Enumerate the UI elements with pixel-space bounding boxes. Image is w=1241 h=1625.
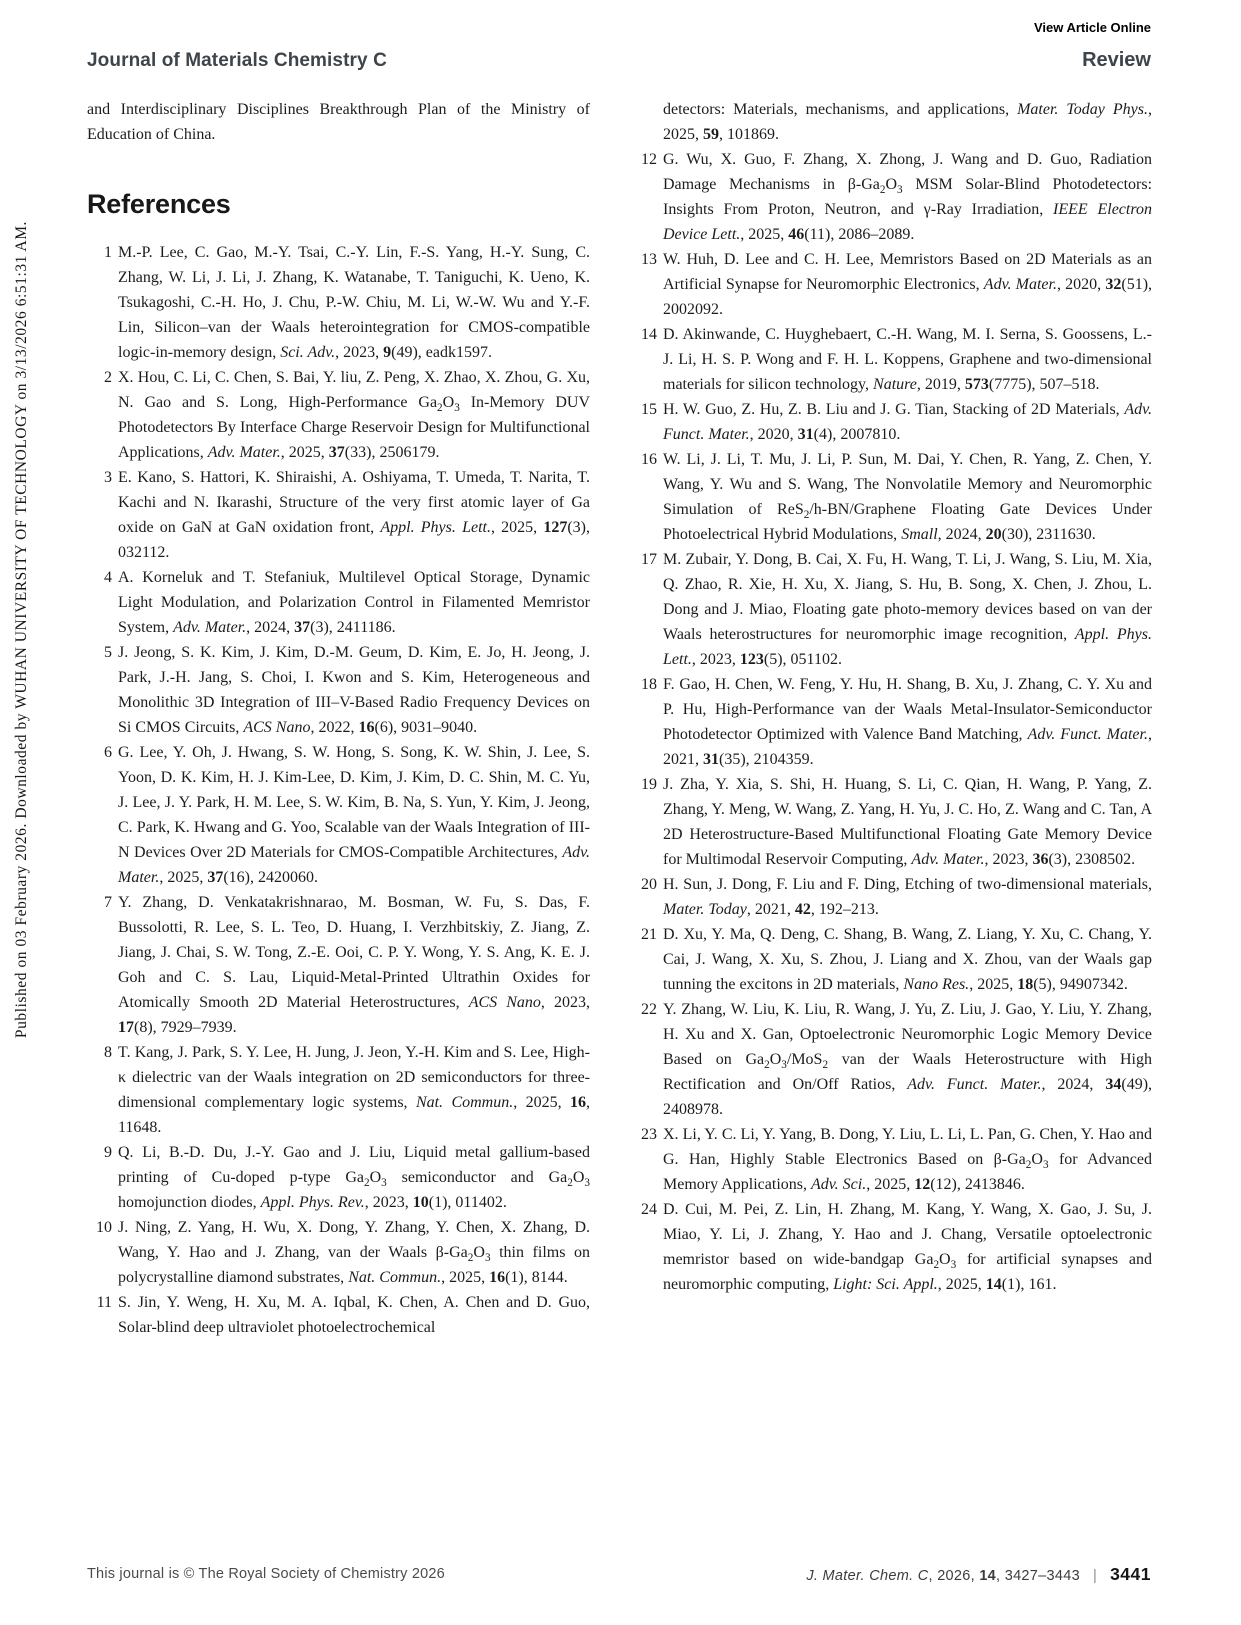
reference-item <box>632 247 1152 322</box>
copyright-notice: This journal is © The Royal Society of Chemistry 2026 <box>87 1566 445 1582</box>
reference-number: 18 <box>641 676 657 693</box>
reference-number: 1 <box>104 244 112 261</box>
reference-number: 12 <box>641 151 657 168</box>
reference-number: 16 <box>641 451 657 468</box>
reference-number: 22 <box>641 1001 657 1018</box>
sidebar-provenance <box>6 180 38 1080</box>
reference-text: T. Kang, J. Park, S. Y. Lee, H. Jung, J. Jeon, Y.-H. Kim and S. Lee, High-κ dielectric van der Waals integration on 2D semiconductors for three-dimensional complementary logic systems, Nat. Commun., 2025, 16, 11648. <box>118 1044 591 1136</box>
reference-number: 3 <box>104 469 112 486</box>
reference-item <box>632 547 1152 672</box>
reference-item <box>87 890 590 1040</box>
footer-separator: | <box>1092 1568 1098 1584</box>
reference-text: J. Zha, Y. Xia, S. Shi, H. Huang, S. Li, C. Qian, H. Wang, P. Yang, Z. Zhang, Y. Meng, W. Wang, Z. Yang, H. Yu, J. C. Ho, Z. Wang and C. Tan, A 2D Heterostructure-Based Multifunctional Floating Gate Memory Device for Multimodal Reservoir Computing, Adv. Mater., 2023, 36(3), 2308502. <box>663 776 1152 868</box>
references-column-left <box>87 240 590 1340</box>
reference-item <box>87 240 590 365</box>
reference-text: J. Ning, Z. Yang, H. Wu, X. Dong, Y. Zhang, Y. Chen, X. Zhang, D. Wang, Y. Hao and J. Zhang, van der Waals $\beta-Ga_2O_3$ thin films on polycrystalline diamond substrates, Nat. Commun., 2025, 16(1), 8144. <box>118 1219 590 1286</box>
reference-text: detectors: Materials, mechanisms, and applications, Mater. Today Phys., 2025, 59, 101869. <box>663 101 1152 143</box>
reference-text: Y. Zhang, W. Liu, K. Liu, R. Wang, J. Yu, Z. Liu, J. Gao, Y. Liu, Y. Zhang, H. Xu and X. Gan, Optoelectronic Neuromorphic Logic Memory Device Based on $Ga_2O_3/MoS_2$ van der Waals Heterostructure with High Rectification and On/Off Ratios, Adv. Funct. Mater., 2024, 34(49), 2408978. <box>663 1001 1153 1118</box>
download-provenance-text: Published on 03 February 2026. Downloaded by WUHAN UNIVERSITY OF TECHNOLOGY on 3/13/2026 6:51:31 AM. <box>13 221 30 1039</box>
reference-item <box>87 365 590 465</box>
reference-text: W. Huh, D. Lee and C. H. Lee, Memristors Based on 2D Materials as an Artificial Synapse for Neuromorphic Electronics, Adv. Mater., 2020, 32(51), 2002092. <box>663 251 1153 318</box>
reference-text: S. Jin, Y. Weng, H. Xu, M. A. Iqbal, K. Chen, A. Chen and D. Guo, Solar-blind deep ultraviolet photoelectrochemical <box>118 1294 590 1336</box>
reference-number: 14 <box>641 326 657 343</box>
citation-footer: J. Mater. Chem. C, 2026, 14, 3427–3443 | 3441 <box>806 1564 1151 1584</box>
reference-item <box>632 772 1152 872</box>
intro-paragraph: and Interdisciplinary Disciplines Breakthrough Plan of the Ministry of Education of China. <box>87 101 590 143</box>
reference-item <box>632 397 1152 447</box>
reference-text: Y. Zhang, D. Venkatakrishnarao, M. Bosman, W. Fu, S. Das, F. Bussolotti, R. Lee, S. L. Teo, D. Huang, I. Verzhbitskiy, Z. Jiang, Z. Jiang, J. Chai, S. W. Tong, Z.-E. Ooi, C. P. Y. Wong, Y. S. Ang, K. E. J. Goh and C. S. Lau, Liquid-Metal-Printed Ultrathin Oxides for Atomically Smooth 2D Material Heterostructures, ACS Nano, 2023, 17(8), 7929–7939. <box>118 894 591 1036</box>
page-number: 3441 <box>1110 1564 1151 1584</box>
reference-number: 19 <box>641 776 657 793</box>
reference-number: 21 <box>641 926 657 943</box>
reference-item <box>632 1122 1152 1197</box>
journal-title: Journal of Materials Chemistry C <box>87 50 387 71</box>
reference-number: 15 <box>641 401 657 418</box>
right-column <box>632 97 1152 1297</box>
reference-item <box>87 1140 590 1215</box>
reference-item <box>632 447 1152 547</box>
reference-text: D. Cui, M. Pei, Z. Lin, H. Zhang, M. Kang, Y. Wang, X. Gao, J. Su, J. Miao, Y. Li, J. Zhang, Y. Hao and J. Chang, Versatile optoelectronic memristor based on wide-bandgap $Ga_2O_3$ for artificial synapses and neuromorphic computing, Light: Sci. Appl., 2025, 14(1), 161. <box>663 1201 1152 1293</box>
reference-text: J. Jeong, S. K. Kim, J. Kim, D.-M. Geum, D. Kim, E. Jo, H. Jeong, J. Park, J.-H. Jang, S. Choi, I. Kwon and S. Kim, Heterogeneous and Monolithic 3D Integration of III–V-Based Radio Frequency Devices on Si CMOS Circuits, ACS Nano, 2022, 16(6), 9031–9040. <box>118 644 590 736</box>
reference-item <box>87 1040 590 1140</box>
reference-text: A. Korneluk and T. Stefaniuk, Multilevel Optical Storage, Dynamic Light Modulation, and Polarization Control in Filamented Memristor System, Adv. Mater., 2024, 37(3), 2411186. <box>118 569 590 636</box>
reference-number: 7 <box>104 894 112 911</box>
reference-number: 17 <box>641 551 657 568</box>
reference-item <box>87 1215 590 1290</box>
reference-item <box>87 565 590 640</box>
reference-text: H. W. Guo, Z. Hu, Z. B. Liu and J. G. Tian, Stacking of 2D Materials, Adv. Funct. Mater., 2020, 31(4), 2007810. <box>663 401 1152 443</box>
reference-text: M.-P. Lee, C. Gao, M.-Y. Tsai, C.-Y. Lin, F.-S. Yang, H.-Y. Sung, C. Zhang, W. Li, J. Li, J. Zhang, K. Watanabe, T. Taniguchi, K. Ueno, K. Tsukagoshi, C.-H. Ho, J. Chu, P.-W. Chiu, M. Li, W.-W. Wu and Y.-F. Lin, Silicon–van der Waals heterointegration for CMOS-compatible logic-in-memory design, Sci. Adv., 2023, 9(49), eadk1597. <box>118 244 590 361</box>
reference-text: D. Xu, Y. Ma, Q. Deng, C. Shang, B. Wang, Z. Liang, Y. Xu, C. Chang, Y. Cai, J. Wang, X. Xu, S. Zhou, J. Liang and X. Zhou, van der Waals gap tunning the excitons in 2D materials, Nano Res., 2025, 18(5), 94907342. <box>663 926 1152 993</box>
reference-number: 20 <box>641 876 657 893</box>
reference-text: F. Gao, H. Chen, W. Feng, Y. Hu, H. Shang, B. Xu, J. Zhang, C. Y. Xu and P. Hu, High-Performance van der Waals Metal-Insulator-Semiconductor Photodetector Optimized with Valence Band Matching, Adv. Funct. Mater., 2021, 31(35), 2104359. <box>663 676 1152 768</box>
reference-number: 10 <box>96 1219 112 1236</box>
reference-item <box>632 922 1152 997</box>
reference-item <box>87 740 590 890</box>
left-column <box>87 97 590 1340</box>
reference-item <box>632 322 1152 397</box>
reference-number: 9 <box>104 1144 112 1161</box>
reference-number: 13 <box>641 251 657 268</box>
references-column-right <box>632 97 1152 1297</box>
reference-number: 6 <box>104 744 112 761</box>
reference-text: W. Li, J. Li, T. Mu, J. Li, P. Sun, M. Dai, Y. Chen, R. Yang, Z. Chen, Y. Wang, Y. Wu and S. Wang, The Nonvolatile Memory and Neuromorphic Simulation of ReS$_2$/h-BN/Graphene Floating Gate Devices Under Photoelectrical Hybrid Modulations, Small, 2024, 20(30), 2311630. <box>663 451 1153 543</box>
reference-number: 5 <box>104 644 112 661</box>
reference-text: G. Lee, Y. Oh, J. Hwang, S. W. Hong, S. Song, K. W. Shin, J. Lee, S. Yoon, D. K. Kim, H. J. Kim-Lee, D. Kim, J. Kim, D. C. Shin, M. C. Yu, J. Lee, J. Y. Park, H. M. Lee, S. W. Kim, B. Na, S. Yun, Y. Kim, J. Jeong, C. Park, K. Hwang and G. Yoo, Scalable van der Waals Integration of III-N Devices Over 2D Materials for CMOS-Compatible Architectures, Adv. Mater., 2025, 37(16), 2420060. <box>118 744 590 886</box>
reference-item <box>632 872 1152 922</box>
reference-text: G. Wu, X. Guo, F. Zhang, X. Zhong, J. Wang and D. Guo, Radiation Damage Mechanisms in $\beta-Ga_2O_3$ MSM Solar-Blind Photodetectors: Insights From Proton, Neutron, and γ-Ray Irradiation, IEEE Electron Device Lett., 2025, 46(11), 2086–2089. <box>663 151 1153 243</box>
reference-number: 11 <box>96 1294 112 1311</box>
reference-text: M. Zubair, Y. Dong, B. Cai, X. Fu, H. Wang, T. Li, J. Wang, S. Liu, M. Xia, Q. Zhao, R. Xie, H. Xu, X. Jiang, S. Hu, B. Song, X. Chen, J. Zhou, L. Dong and J. Miao, Floating gate photo-memory devices based on van der Waals heterostructures for neuromorphic image recognition, Appl. Phys. Lett., 2023, 123(5), 051102. <box>663 551 1152 668</box>
reference-text: D. Akinwande, C. Huyghebaert, C.-H. Wang, M. I. Serna, S. Goossens, L.-J. Li, H. S. P. Wong and F. H. L. Koppens, Graphene and two-dimensional materials for silicon technology, Nature, 2019, 573(7775), 507–518. <box>663 326 1152 393</box>
reference-text: Q. Li, B.-D. Du, J.-Y. Gao and J. Liu, Liquid metal gallium-based printing of Cu-doped p-type $Ga_2O_3$ semiconductor and $Ga_2O_3$ homojunction diodes, Appl. Phys. Rev., 2023, 10(1), 011402. <box>118 1144 591 1211</box>
reference-item <box>632 1197 1152 1297</box>
reference-continuation <box>632 97 1152 147</box>
reference-item <box>632 997 1152 1122</box>
article-type-label: Review <box>1082 49 1151 71</box>
reference-item <box>87 465 590 565</box>
reference-number: 23 <box>641 1126 657 1143</box>
reference-number: 4 <box>104 569 112 586</box>
view-article-online-link[interactable]: View Article Online <box>1033 20 1151 35</box>
reference-number: 2 <box>104 369 112 386</box>
reference-item <box>87 640 590 740</box>
reference-item <box>87 1290 590 1340</box>
reference-item <box>632 147 1152 247</box>
reference-text: E. Kano, S. Hattori, K. Shiraishi, A. Oshiyama, T. Umeda, T. Narita, T. Kachi and N. Ikarashi, Structure of the very first atomic layer of Ga oxide on GaN at GaN oxidation front, Appl. Phys. Lett., 2025, 127(3), 032112. <box>118 469 590 561</box>
reference-text: H. Sun, J. Dong, F. Liu and F. Ding, Etching of two-dimensional materials, Mater. Today, 2021, 42, 192–213. <box>663 876 1152 918</box>
reference-number: 8 <box>104 1044 112 1061</box>
reference-text: X. Hou, C. Li, C. Chen, S. Bai, Y. liu, Z. Peng, X. Zhao, X. Zhou, G. Xu, N. Gao and S. Long, High-Performance $Ga_2O_3$ In-Memory DUV Photodetectors By Interface Charge Reservoir Design for Multifunctional Applications, Adv. Mater., 2025, 37(33), 2506179. <box>118 369 590 461</box>
reference-text: X. Li, Y. C. Li, Y. Yang, B. Dong, Y. Liu, L. Li, L. Pan, G. Chen, Y. Hao and G. Han, Highly Stable Electronics Based on $\beta-Ga_2O_3$ for Advanced Memory Applications, Adv. Sci., 2025, 12(12), 2413846. <box>663 1126 1153 1193</box>
reference-number: 24 <box>641 1201 657 1218</box>
references-heading: References <box>87 189 231 219</box>
reference-item <box>632 672 1152 772</box>
